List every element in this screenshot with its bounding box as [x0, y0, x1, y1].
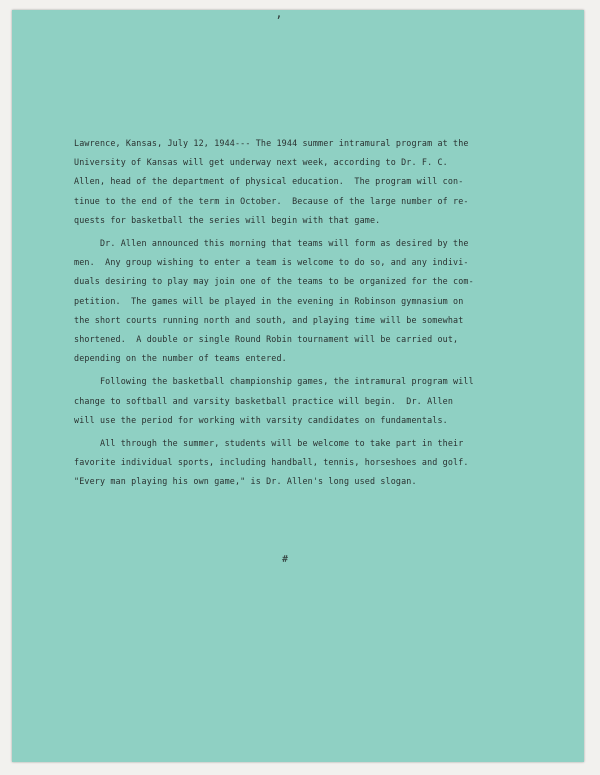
text-line: quests for basketball the series will begin with that game.: [74, 214, 381, 225]
text-line: All through the summer, students will be welcome to take part in their: [74, 438, 464, 449]
text-line: change to softball and varsity basketball practice will begin. Dr. Allen: [74, 395, 454, 406]
text-line: "Every man playing his own game," is Dr. Allen's long used slogan.: [74, 476, 417, 487]
typewritten-page: [12, 10, 584, 762]
text-line: petition. The games will be played in the evening in Robinson gymnasium on: [74, 295, 464, 306]
text-line: Dr. Allen announced this morning that teams will form as desired by the: [74, 238, 469, 249]
text-line: Allen, head of the department of physical education. The program will con-: [74, 176, 464, 187]
text-line: favorite individual sports, including handball, tennis, horseshoes and golf.: [74, 457, 469, 468]
text-line: will use the period for working with varsity candidates on fundamentals.: [74, 414, 448, 425]
top-mark: ʼ: [275, 14, 283, 28]
text-line: duals desiring to play may join one of the teams to be organized for the com-: [74, 276, 474, 287]
article-body: [74, 134, 544, 492]
text-line: Following the basketball championship games, the intramural program will: [74, 376, 474, 387]
text-line: tinue to the end of the term in October. Because of the large number of re-: [74, 195, 469, 206]
text-line: Lawrence, Kansas, July 12, 1944--- The 1944 summer intramural program at the: [74, 138, 469, 148]
paragraph-3: [74, 372, 544, 430]
end-mark: #: [282, 554, 289, 565]
text-line: men. Any group wishing to enter a team is welcome to do so, and any indivi-: [74, 257, 469, 268]
paragraph-1: [74, 134, 544, 230]
paragraph-4: [74, 434, 544, 492]
text-line: shortened. A double or single Round Robin tournament will be carried out,: [74, 334, 459, 345]
text-line: University of Kansas will get underway next week, according to Dr. F. C.: [74, 157, 448, 168]
text-line: depending on the number of teams entered.: [74, 353, 287, 364]
text-line: the short courts running north and south, and playing time will be somewhat: [74, 314, 464, 325]
paragraph-2: [74, 234, 544, 368]
